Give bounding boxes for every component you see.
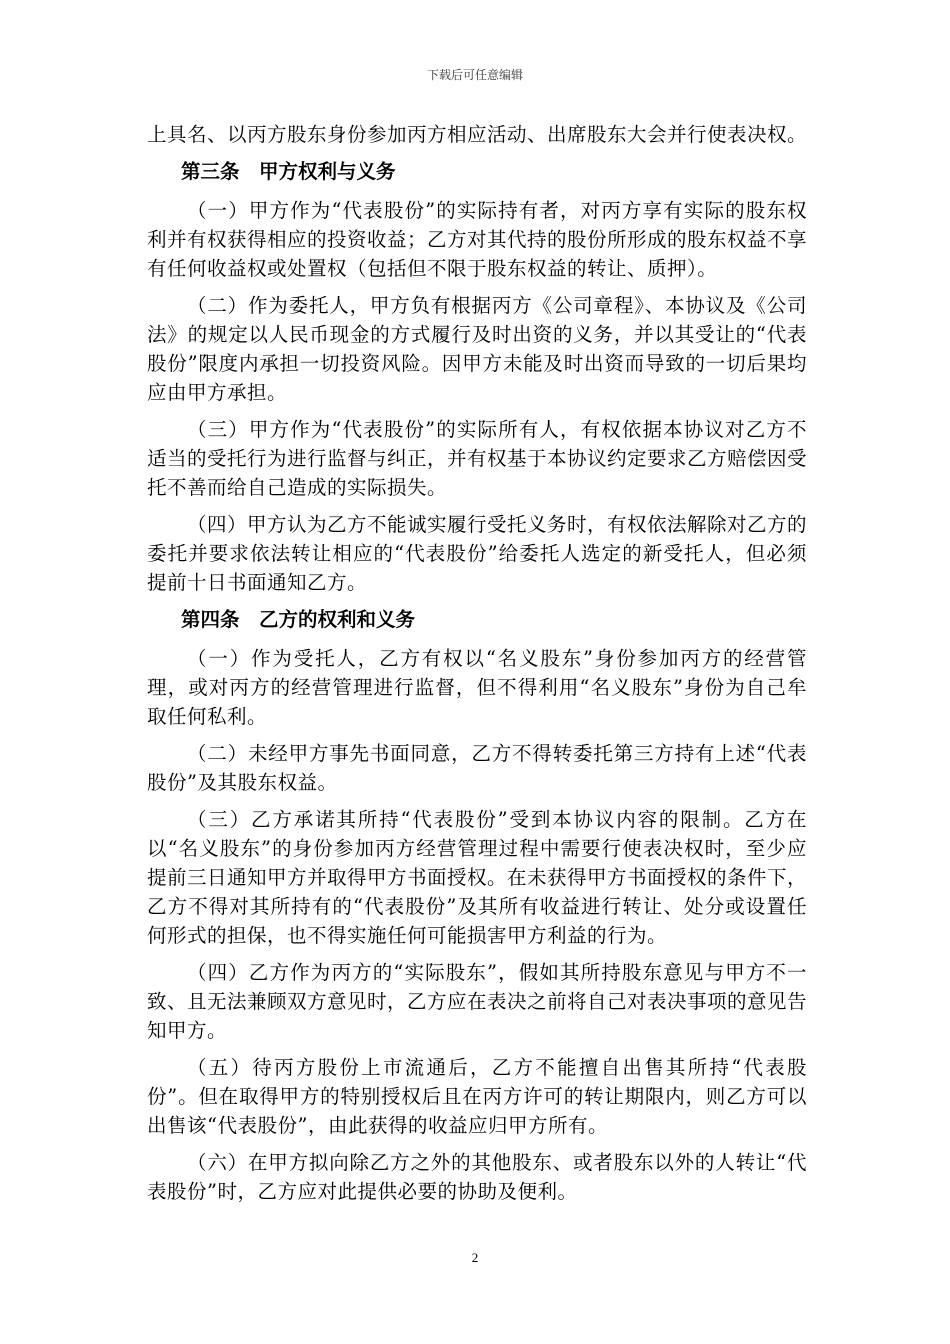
article-4-item-5: （五）待丙方股份上市流通后，乙方不能擅自出售其所持“代表股份”。但在取得甲方的特别授权后且在丙方许可的转让期限内，则乙方可以出售该“代表股份”，由此获得的收益应归甲方所有。 xyxy=(147,1056,807,1137)
article-4-item-2: （二）未经甲方事先书面同意，乙方不得转委托第三方持有上述“代表股份”及其股东权益。 xyxy=(147,742,807,794)
article-3-item-4: （四）甲方认为乙方不能诚实履行受托义务时，有权依法解除对乙方的委托并要求依法转让相应的“代表股份”给委托人选定的新受托人，但必须提前十日书面通知乙方。 xyxy=(147,513,808,594)
article-4-item-4: （四）乙方作为丙方的“实际股东”，假如其所持股东意见与甲方不一致、且无法兼顾双方意见时，乙方应在表决之前将自己对表决事项的意见告知甲方。 xyxy=(147,961,808,1042)
intro-paragraph: 上具名、以丙方股东身份参加丙方相应活动、出席股东大会并行使表决权。 xyxy=(147,123,808,146)
article-3-item-1: （一）甲方作为“代表股份”的实际持有者，对丙方享有实际的股东权利并有权获得相应的投资收益；乙方对其代持的股份所形成的股东权益不享有任何收益权或处置权（包括但不限于股东权益的转让、质押）。 xyxy=(147,199,808,280)
article-4-item-1: （一）作为受托人，乙方有权以“名义股东”身份参加丙方的经营管理，或对丙方的经营管理进行监督，但不得利用“名义股东”身份为自己牟取任何私利。 xyxy=(147,647,807,728)
article-3-item-3: （三）甲方作为“代表股份”的实际所有人，有权依据本协议对乙方不适当的受托行为进行监督与纠正，并有权基于本协议约定要求乙方赔偿因受托不善而给自己造成的实际损失。 xyxy=(147,418,808,499)
page-header-note: 下载后可任意编辑 xyxy=(426,68,523,82)
article-3-item-2: （二）作为委托人，甲方负有根据丙方《公司章程》、本协议及《公司法》的规定以人民币现金的方式履行及时出资的义务，并以其受让的“代表股份”限度内承担一切投资风险。因甲方未能及时出资而导致的一切后果均应由甲方承担。 xyxy=(147,294,807,404)
article-4-item-3: （三）乙方承诺其所持“代表股份”受到本协议内容的限制。乙方在以“名义股东”的身份参加丙方经营管理过程中需要行使表决权时，至少应提前三日通知甲方并取得甲方书面授权。在未获得甲方书面授权的条件下，乙方不得对其所持有的“代表股份”及其所有收益进行转让、处分或设置任何形式的担保，也不得实施任何可能损害甲方利益的行为。 xyxy=(147,808,808,947)
article-4-item-6: （六）在甲方拟向除乙方之外的其他股东、或者股东以外的人转让“代表股份”时，乙方应对此提供必要的协助及便利。 xyxy=(147,1151,807,1203)
document-body xyxy=(147,120,807,1214)
page-number: 2 xyxy=(471,1250,479,1265)
article-4-heading: 第四条 乙方的权利和义务 xyxy=(181,608,416,631)
article-3-heading: 第三条 甲方权利与义务 xyxy=(181,160,396,183)
